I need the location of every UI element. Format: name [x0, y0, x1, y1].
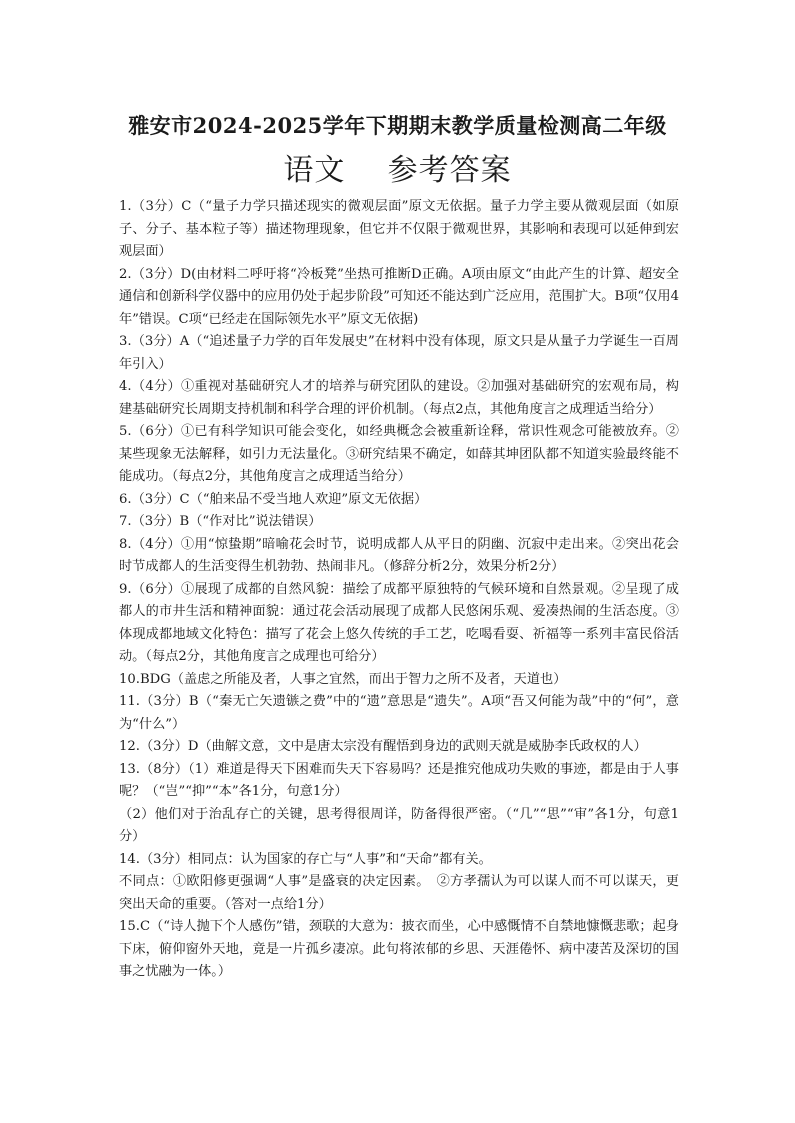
answer-item: 13.（8分）（1）难道是得天下困难而失天下容易吗？还是推究他成功失败的事迹，都是由于人事呢？（“岂”“抑”“本”各1分，句意1分）: [119, 761, 679, 799]
answer-item: 8.（4分）①用“惊蛰期”暗喻花会时节，说明成都人从平日的阴幽、沉寂中走出来。②突出花会时节成都人的生活变得生机勃勃、热闹非凡。（修辞分析2分，效果分析2分）: [119, 536, 679, 574]
answer-item: 3.（3分）A（“追述量子力学的百年发展史”在材料中没有体现，原文只是从量子力学诞生一百周年引入）: [119, 334, 679, 372]
answer-item: 不同点：①欧阳修更强调“人事”是盛衰的决定因素。 ②方孝孺认为可以谋人而不可以谋天，更突出天命的重要。（答对一点给1分）: [119, 874, 679, 912]
answer-item: 14.（3分）相同点：认为国家的存亡与“人事”和“天命”都有关。: [119, 851, 492, 867]
answer-item: 5.（6分）①已有科学知识可能会变化，如经典概念会被重新诠释，常识性观念可能被放弃。②某些现象无法解释，如引力无法量化。③研究结果不确定，如薛其坤团队都不知道实验最终能不能成功。（每点2分，其他角度言之成理适当给分）: [119, 424, 679, 484]
answer-item: 4.（4分）①重视对基础研究人才的培养与研究团队的建设。②加强对基础研究的宏观布局，构建基础研究长周期支持机制和科学合理的评价机制。（每点2点，其他角度言之成理适当给分）: [119, 379, 679, 417]
answer-item: 7.（3分）B（“作对比”说法错误）: [119, 514, 322, 529]
answer-item: 1.（3分）C（“量子力学只描述现实的微观层面”原文无依据。量子力学主要从微观层面（如原子、分子、基本粒子等）描述物理现象，但它并不仅限于微观世界，其影响和表现可以延伸到宏观层面）: [119, 199, 679, 259]
page-title: 雅安市2024-2025学年下期期末教学质量检测高二年级: [128, 113, 667, 138]
answer-item: 11.（3分）B（“秦无亡矢遗镞之费”中的“遗”意思是“遗失”。A项“吾又何能为哉”中的“何”，意为“什么”）: [119, 694, 679, 732]
answer-item: 9.（6分）①展现了成都的自然风貌：描绘了成都平原独特的气候环境和自然景观。②呈现了成都人的市井生活和精神面貌：通过花会活动展现了成都人民悠闲乐观、爱凑热闹的生活态度。③体现成都地域文化特色：描写了花会上悠久传统的手工艺，吃喝看耍、祈福等一系列丰富民俗活动。（每点2分，其他角度言之成理也可给分）: [119, 581, 679, 664]
answer-item: 6.（3分）C（“舶来品不受当地人欢迎”原文无依据）: [119, 491, 428, 507]
answer-item: 15.C（“诗人抛下个人感伤”错，颈联的大意为：披衣而坐，心中感慨情不自禁地慷慨悲歌；起身下床，俯仰窗外天地，竟是一片孤乡凄凉。此句将浓郁的乡思、天涯倦怀、病中凄苦及深切的国事之忧融为一体。）: [119, 919, 679, 979]
answer-item: 10.BDG（盖虑之所能及者，人事之宜然，而出于智力之所不及者，天道也）: [119, 671, 567, 687]
answer-item: 2.（3分）D(由材料二呼吁将“冷板凳”坐热可推断D正确。A项由原文“由此产生的计算、超安全通信和创新科学仪器中的应用仍处于起步阶段”可知还不能达到广泛应用，范围扩大。B项“仅用4年”错误。C项“已经走在国际领先水平”原文无依据): [119, 266, 679, 327]
page-subtitle: 语文 参考答案: [283, 153, 512, 188]
answer-item: （2）他们对于治乱存亡的关键，思考得很周详，防备得很严密。（“几”“思”“审”各1分，句意1分）: [119, 806, 679, 844]
answer-list: [119, 196, 679, 984]
answer-item: 12.（3分）D（曲解文意，文中是唐太宗没有醒悟到身边的武则天就是威胁李氏政权的人）: [119, 739, 647, 754]
